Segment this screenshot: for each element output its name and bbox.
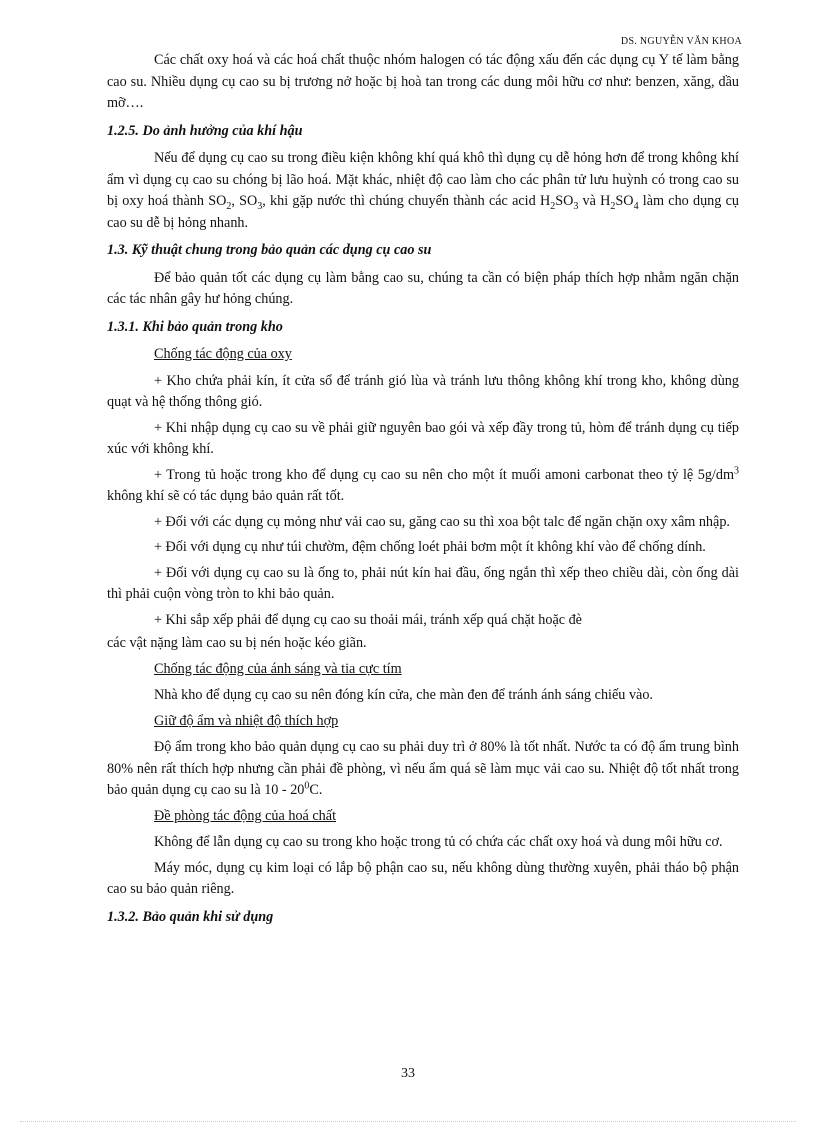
section-heading: 1.3.2. Bảo quản khi sử dụng xyxy=(107,908,274,925)
bullet-paragraph: + Trong tủ hoặc trong kho để dụng cụ cao su nên cho một ít muối amoni carbonat theo tỷ lệ $5g/dm^3$ không khí sẽ có tác dụng bảo quản rất tốt. xyxy=(107,464,739,504)
subheading: Chống tác động của ánh sáng và tia cực tím xyxy=(154,660,402,677)
header-author: DS. NGUYỄN VĂN KHOA xyxy=(620,36,742,47)
paragraph: Nếu để dụng cụ cao su trong điều kiện không khí quá khô thì dụng cụ dễ hỏng hơn để trong không khí ẩm vì dụng cụ cao su chóng bị lão hoá. Mặt khác, nhiệt độ cao làm cho các phân tử lưu huỳnh có trong cao su bị oxy hoá thành $SO_2$, $SO_3$, khi gặp nước thì chúng chuyển thành các acid $H_2SO_3$ và $H_2SO_4$ làm cho dụng cụ cao su dễ bị hỏng nhanh. xyxy=(107,150,739,231)
bullet-paragraph: + Đối với dụng cụ cao su là ống to, phải nút kín hai đầu, ống ngắn thì xếp theo chiều dài, còn ống dài thì phải cuộn vòng tròn to khi bảo quản. xyxy=(107,564,739,602)
bullet-paragraph: + Kho chứa phải kín, ít cửa sổ để tránh gió lùa và tránh lưu thông không khí trong kho, không dùng quạt và hệ thống thông gió. xyxy=(107,372,739,410)
section-heading: 1.3.1. Khi bảo quản trong kho xyxy=(107,318,283,335)
bullet-continuation: các vật nặng làm cao su bị nén hoặc kéo giãn. xyxy=(107,635,367,651)
paragraph: Độ ẩm trong kho bảo quản dụng cụ cao su phải duy trì ở 80% là tốt nhất. Nước ta có độ ẩm trung bình 80% nên rất thích hợp nhưng cần phải đề phòng, vì nếu ẩm quá sẽ làm mục vải cao su. Nhiệt độ tốt nhất trong bảo quản dụng cụ cao su là $10 - 20^0C$. xyxy=(107,739,739,798)
bottom-divider xyxy=(20,1121,796,1122)
section-heading: 1.3. Kỹ thuật chung trong bảo quản các dụng cụ cao su xyxy=(107,242,432,258)
page-content xyxy=(107,50,739,934)
paragraph: Không để lẫn dụng cụ cao su trong kho hoặc trong tủ có chứa các chất oxy hoá và dung môi hữu cơ. xyxy=(154,834,723,850)
bullet-paragraph: + Khi nhập dụng cụ cao su về phải giữ nguyên bao gói và xếp đầy trong tủ, hòm để tránh dụng cụ tiếp xúc với không khí. xyxy=(107,419,739,457)
subheading: Đề phòng tác động của hoá chất xyxy=(154,807,337,824)
bullet-paragraph: + Khi sắp xếp phải để dụng cụ cao su thoải mái, tránh xếp quá chặt hoặc đè xyxy=(154,611,582,628)
subheading: Chống tác động của oxy xyxy=(154,346,292,362)
paragraph: Các chất oxy hoá và các hoá chất thuộc nhóm halogen có tác động xấu đến các dụng cụ Y tế làm bằng cao su. Nhiều dụng cụ cao su bị trương nở hoặc bị hoà tan trong các dung môi hữu cơ như: benzen, xăng, dầu mỡ…. xyxy=(107,52,739,111)
subheading: Giữ độ ẩm và nhiệt độ thích hợp xyxy=(154,712,339,729)
section-heading: 1.2.5. Do ảnh hưởng của khí hậu xyxy=(107,122,303,139)
paragraph: Nhà kho để dụng cụ cao su nên đóng kín cửa, che màn đen để tránh ánh sáng chiếu vào. xyxy=(154,687,653,703)
page-number: 33 xyxy=(401,1066,415,1081)
paragraph: Để bảo quản tốt các dụng cụ làm bằng cao su, chúng ta cần có biện pháp thích hợp nhằm ngăn chặn các tác nhân gây hư hỏng chúng. xyxy=(107,269,739,307)
bullet-paragraph: + Đối với dụng cụ như túi chườm, đệm chống loét phải bơm một ít không khí vào để chống dính. xyxy=(154,539,706,555)
paragraph: Máy móc, dụng cụ kim loại có lắp bộ phận cao su, nếu không dùng thường xuyên, phải tháo bộ phận cao su bảo quản riêng. xyxy=(107,859,739,897)
bullet-paragraph: + Đối với các dụng cụ mỏng như vải cao su, găng cao su thì xoa bột talc để ngăn chặn oxy xâm nhập. xyxy=(154,513,730,530)
